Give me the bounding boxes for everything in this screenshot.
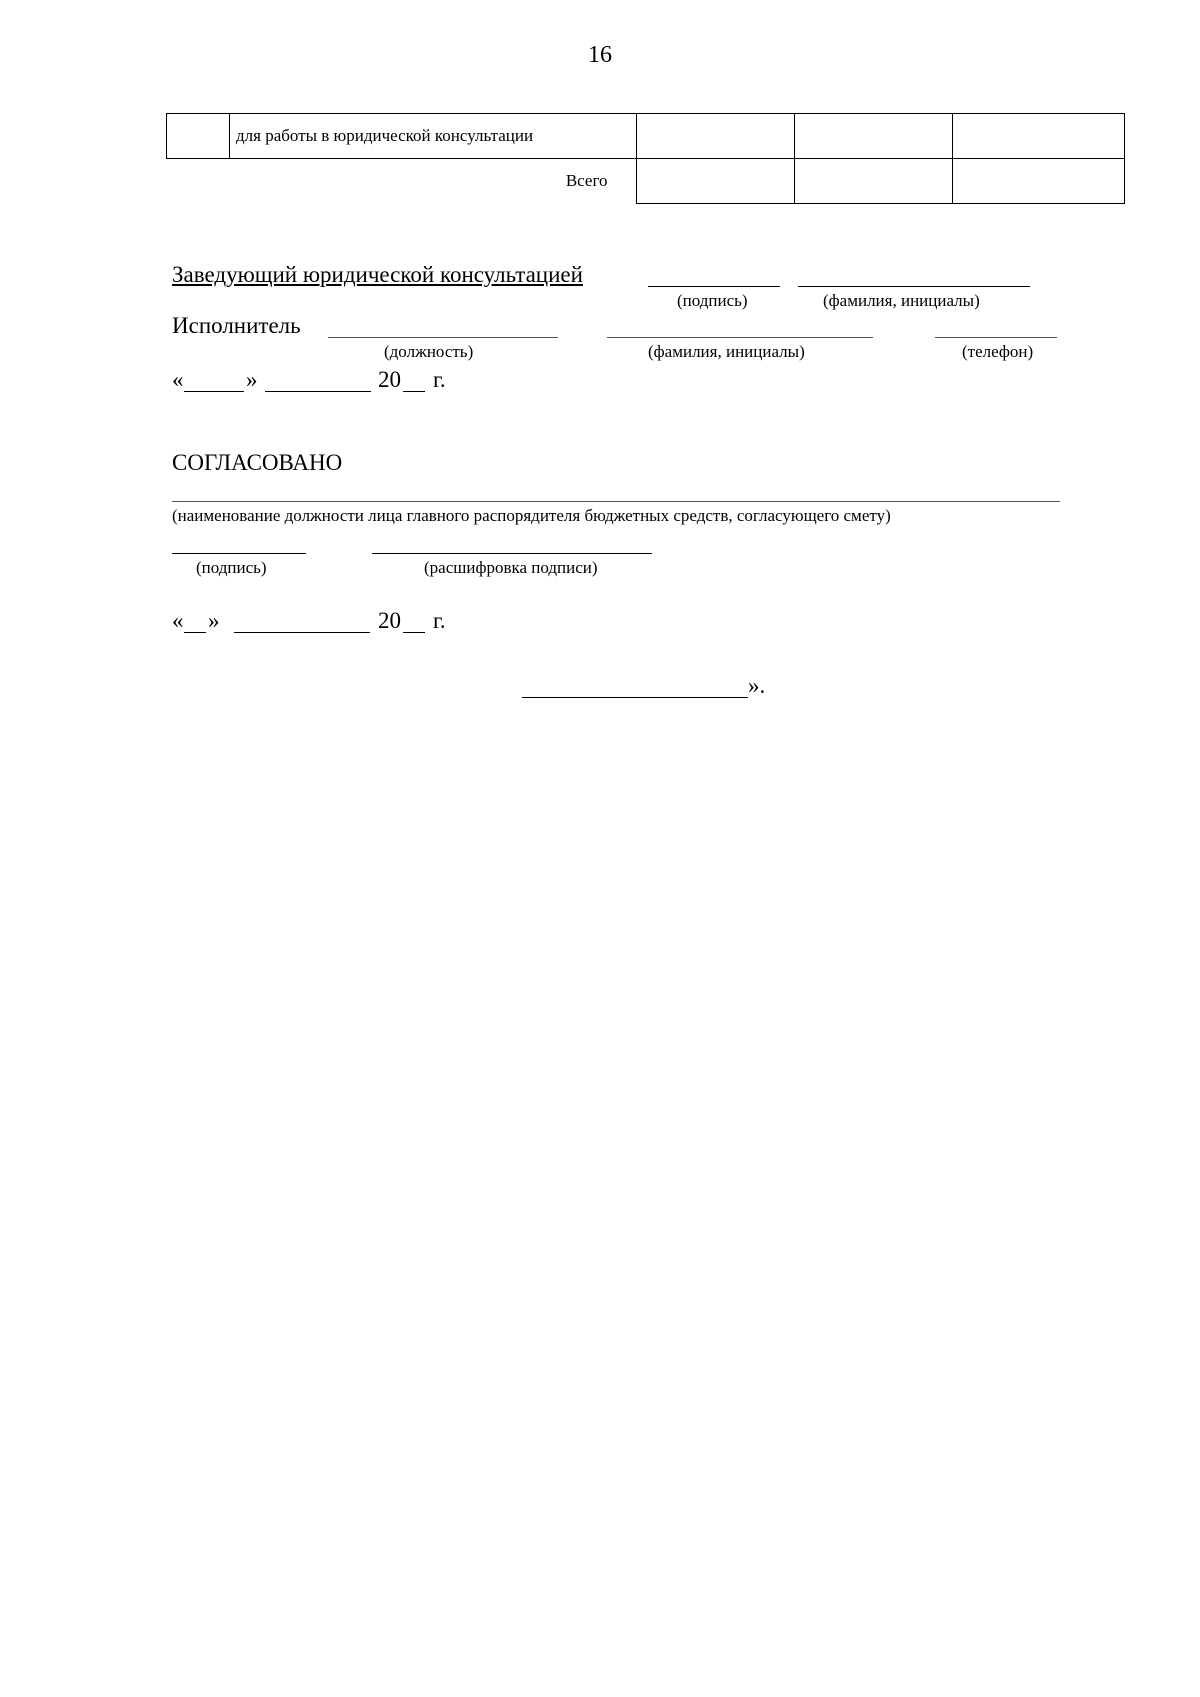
table-row-total	[167, 159, 1125, 204]
closing-line	[522, 697, 748, 698]
executor-caption-phone: (телефон)	[962, 342, 1034, 361]
head-name-line	[798, 286, 1030, 287]
head-signature-line	[648, 286, 780, 287]
executor-phone-line	[935, 337, 1057, 338]
table-cell-label: для работы в юридической консультации	[230, 114, 637, 159]
approval-decoding-line	[372, 553, 652, 554]
total-label: Всего	[565, 171, 608, 191]
table-cell-value	[952, 114, 1124, 159]
executor-name-line	[607, 337, 873, 338]
table-row	[167, 114, 1125, 159]
page-number: 16	[588, 42, 612, 68]
table-cell-value	[794, 114, 952, 159]
approval-caption-decoding: (расшифровка подписи)	[424, 558, 598, 577]
table-cell-number	[167, 114, 230, 159]
head-caption-signature: (подпись)	[677, 291, 748, 310]
executor-position-line	[328, 337, 558, 338]
approval-position-line	[172, 501, 1060, 502]
executor-label: Исполнитель	[172, 313, 301, 338]
table-cell-value	[636, 159, 794, 204]
estimate-table	[166, 113, 1125, 204]
table-cell-value	[952, 159, 1124, 204]
executor-caption-name: (фамилия, инициалы)	[648, 342, 805, 361]
approval-signature-line	[172, 553, 306, 554]
approval-caption-signature: (подпись)	[196, 558, 267, 577]
head-title: Заведующий юридической консультацией	[172, 262, 583, 287]
approval-caption-position: (наименование должности лица главного распорядителя бюджетных средств, согласующего смету)	[172, 506, 891, 525]
executor-caption-position: (должность)	[384, 342, 474, 361]
approval-title: СОГЛАСОВАНО	[172, 450, 343, 475]
head-caption-name: (фамилия, инициалы)	[823, 291, 980, 310]
closing-mark: ».	[748, 673, 766, 698]
table-cell-value	[794, 159, 952, 204]
table-cell-value	[636, 114, 794, 159]
